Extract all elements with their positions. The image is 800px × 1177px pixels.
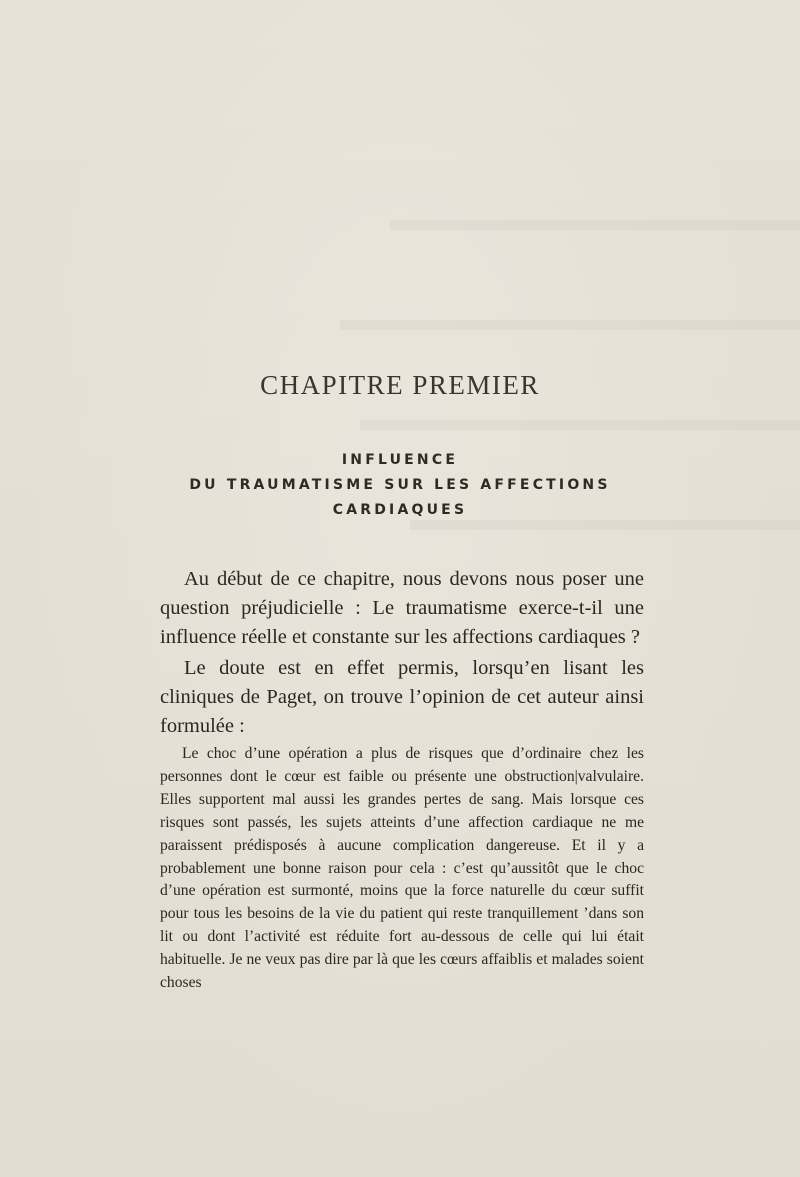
block-quote: Le choc d’une opération a plus de risques que d’ordinaire chez les personnes dont le cœur est faible ou présente une obstruction|valvulaire. Elles supportent mal aussi les grandes pertes de sang. Mais lorsque ces risques sont passés, les sujets atteints d’une affection cardiaque ne me paraissent prédisposés à aucune complication dangereuse. Et il y a probablement une bonne raison pour cela : c’est qu’aussitôt que le choc d’une opération est surmonté, moins que la force naturelle du cœur suffit pour tous les besoins de la vie du patient qui reste tranquillement ’dans son lit ou dont l’activité est réduite fort au-dessous de celle qui lui était habituelle. Je ne veux pas dire par là que les cœurs affaiblis et malades soient choses bbox=[160, 745, 644, 992]
subtitle-line: INFLUENCE bbox=[341, 452, 459, 468]
paragraph: Le doute est en effet permis, lorsqu’en lisant les cliniques de Paget, on trouve l’opinion de cet auteur ainsi formulée : bbox=[160, 657, 644, 737]
chapter-title: CHAPITRE PREMIER bbox=[260, 370, 540, 400]
chapter-subtitle bbox=[0, 448, 800, 523]
subtitle-line: CARDIAQUES bbox=[332, 502, 468, 518]
subtitle-line: DU TRAUMATISME SUR LES AFFECTIONS bbox=[189, 477, 611, 493]
body-text bbox=[160, 565, 644, 741]
paragraph: Au début de ce chapitre, nous devons nous poser une question préjudicielle : Le traumatisme exerce-t-il une influence réelle et constante sur les affections cardiaques ? bbox=[160, 568, 644, 648]
